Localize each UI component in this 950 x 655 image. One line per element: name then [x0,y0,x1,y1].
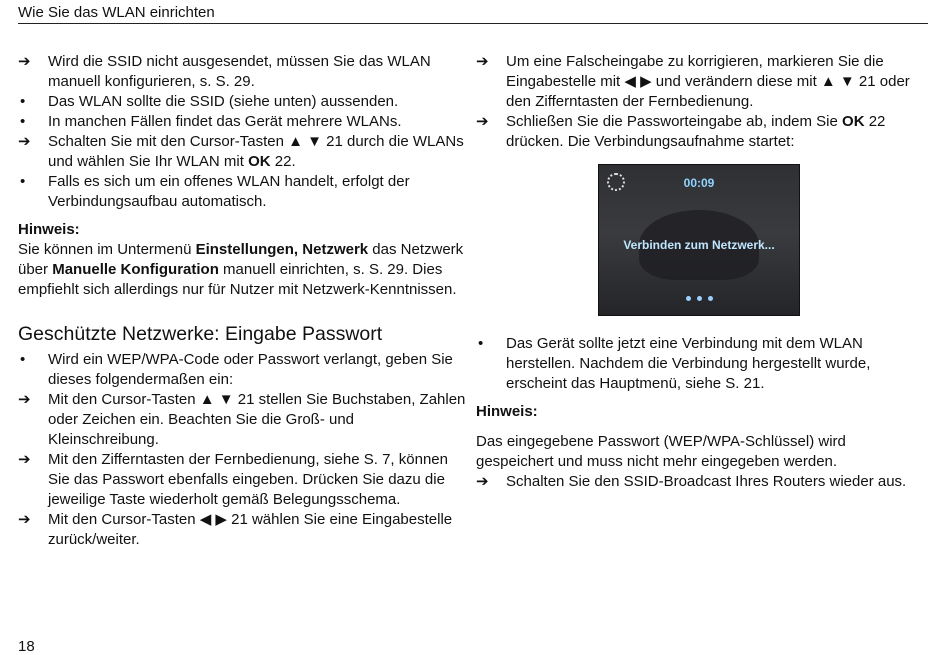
progress-dots [599,287,799,307]
arrow-icon: ➔ [476,113,489,130]
arrow-icon: ➔ [18,391,31,408]
note-text: Das eingegebene Passwort (WEP/WPA-Schlüssel) wird gespeichert und muss nicht mehr eingegeben werden. [476,433,846,470]
list-item: • Falls es sich um ein offenes WLAN handelt, erfolgt der Verbindungsaufbau automatisch. [20,173,410,210]
note-label: Hinweis: [18,221,80,238]
bullet-icon: • [20,113,26,130]
arrow-icon: ➔ [18,53,31,70]
device-screenshot [598,164,800,316]
page-header [18,4,928,24]
screen-message: Verbinden zum Netzwerk... [623,238,775,252]
bullet-icon: • [20,93,26,110]
note-block [18,220,466,300]
list-item: • Das Gerät sollte jetzt eine Verbindung mit dem WLAN herstellen. Nachdem die Verbindung hergestellt wurde, erscheint das Hauptmenü, siehe S. 21. [478,335,871,392]
list-item: ➔ Schließen Sie die Passworteingabe ab, indem Sie OK 22 drücken. Die Verbindungsaufnahme startet: [476,113,886,150]
list-item: ➔ Wird die SSID nicht ausgesendet, müssen Sie das WLAN manuell konfigurieren, s. S. 29. [18,53,431,90]
list-item: • Wird ein WEP/WPA-Code oder Passwort verlangt, geben Sie dieses folgendermaßen ein: [20,351,453,388]
bullet-icon: • [20,351,26,368]
left-column [18,52,466,550]
list-item: ➔ Schalten Sie den SSID-Broadcast Ihres Routers wieder aus. [476,473,907,490]
section [18,322,466,550]
section-title: Geschützte Netzwerke: Eingabe Passwort [18,323,383,345]
right-column [476,52,926,492]
note-text: Sie können im Untermenü Einstellungen, Netzwerk das Netzwerk über Manuelle Konfiguration manuell einrichten, s. S. 29. Dies empfiehlt sich allerdings nur für Nutzer mit Netzwerk-Kenntnissen. [18,241,464,298]
header-title: Wie Sie das WLAN einrichten [18,4,215,21]
list-item: ➔ Schalten Sie mit den Cursor-Tasten ▲ ▼ 21 durch die WLANs und wählen Sie Ihr WLAN mit OK 22. [18,133,464,170]
list-item: • Das WLAN sollte die SSID (siehe unten) aussenden. [20,93,399,110]
list-item: • In manchen Fällen findet das Gerät mehrere WLANs. [20,113,402,130]
list-item: ➔ Mit den Cursor-Tasten ◀ ▶ 21 wählen Sie eine Eingabestelle zurück/weiter. [18,511,453,548]
list-item: ➔ Um eine Falscheingabe zu korrigieren, markieren Sie die Eingabestelle mit ◀ ▶ und verändern diese mit ▲ ▼ 21 oder den Zifferntasten der Fernbedienung. [476,53,910,110]
screen-timer: 00:09 [683,176,715,190]
arrow-icon: ➔ [18,511,31,528]
arrow-icon: ➔ [476,53,489,70]
note-label: Hinweis: [476,403,538,420]
list-item: ➔ Mit den Cursor-Tasten ▲ ▼ 21 stellen Sie Buchstaben, Zahlen oder Zeichen ein. Beachten Sie die Groß- und Kleinschreibung. [18,391,466,448]
bullet-icon: • [20,173,26,190]
page-number: 18 [18,638,35,655]
bullet-icon: • [478,335,484,352]
arrow-icon: ➔ [18,133,31,150]
arrow-icon: ➔ [476,473,489,490]
list-item: ➔ Mit den Zifferntasten der Fernbedienung, siehe S. 7, können Sie das Passwort ebenfalls eingeben. Drücken Sie dazu die jeweilige Taste wiederholt gemäß Belegungsschema. [18,451,448,508]
note-block [476,402,926,492]
arrow-icon: ➔ [18,451,31,468]
